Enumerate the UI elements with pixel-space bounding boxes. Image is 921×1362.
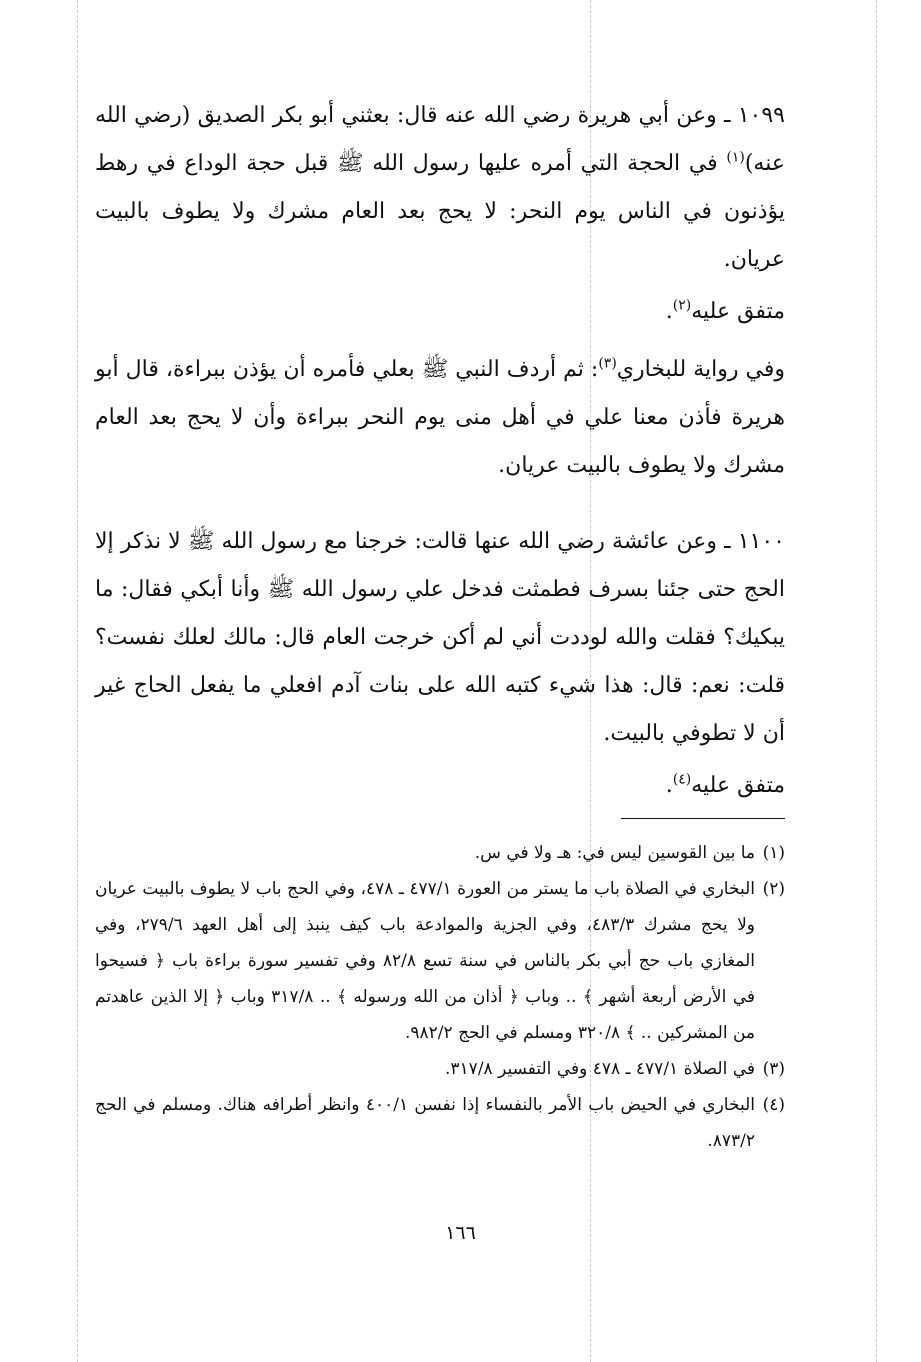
footnote-divider [621,818,785,819]
narration-text-cont: : ثم أردف النبي ﷺ بعلي فأمره أن يؤذن ببراءة، قال أبو هريرة فأذن معنا علي في أهل منى يوم النحر ببراءة وأن لا يحج بعد العام مشرك ولا يطوف بالبيت عريان. [95,357,785,478]
hadith-1099-text: ١٠٩٩ ـ وعن أبي هريرة رضي الله عنه قال: بعثني أبو بكر الصديق (رضي الله عنه) [95,103,785,176]
citation-label: متفق عليه [691,299,785,324]
citation-end: . [665,773,673,798]
footnote-ref: (٣) [598,355,617,372]
footnote-item [95,1087,785,1159]
hadith-1100-text: ١١٠٠ ـ وعن عائشة رضي الله عنها قالت: خرجنا مع رسول الله ﷺ لا نذكر إلا الحج حتى جئنا بسرف فطمثت فدخل علي رسول الله ﷺ وأنا أبكي فقال: ما يبكيك؟ فقلت والله لوددت أني لم أكن خرجت العام قال: مالك لعلك نفست؟ قلت: نعم: قال: هذا شيء كتبه الله على بنات آدم افعلي ما يفعل الحاج غير أن لا تطوفي بالبيت. [95,529,785,746]
scan-guide-line [77,0,78,1362]
citation-end: . [665,299,673,324]
page-number: ١٦٦ [445,1222,476,1244]
bukhari-narration [95,346,785,490]
footnote-text: في الصلاة ٤٧٧/١ ـ ٤٧٨ وفي التفسير ٣١٧/٨. [445,1059,755,1079]
footnote-item [95,1051,785,1087]
footnote-number: (٤) [762,1095,785,1115]
narration-text: وفي رواية للبخاري [616,357,785,382]
hadith-1100 [95,518,785,758]
footnote-text: ما بين القوسين ليس في: هـ ولا في س. [474,843,755,863]
footnote-ref: (٢) [672,297,692,314]
footnote-item [95,835,785,871]
footnote-number: (٣) [762,1059,785,1079]
hadith-1099 [95,92,785,284]
footnote-number: (٢) [762,879,785,899]
footnote-item [95,871,785,1051]
footnote-ref: (٤) [672,771,692,788]
hadith-1100-citation [95,762,785,810]
footnote-number: (١) [762,843,785,863]
hadith-1099-text-cont: في الحجة التي أمره عليها رسول الله ﷺ قبل حجة الوداع في رهط يؤذنون في الناس يوم النحر: لا يحج بعد العام مشرك ولا يطوف بالبيت عريان. [95,151,785,272]
scan-guide-line [876,0,877,1362]
footnote-text: البخاري في الحيض باب الأمر بالنفساء إذا نفسن ٤٠٠/١ وانظر أطرافه هناك. ومسلم في الحج ٨٧٣/٢. [95,1095,755,1151]
citation-label: متفق عليه [691,773,785,798]
page-body [95,92,785,810]
footnote-ref: (١) [726,149,745,166]
hadith-1099-citation [95,288,785,336]
footnotes [95,835,785,1159]
footnote-text: البخاري في الصلاة باب ما يستر من العورة ٤٧٧/١ ـ ٤٧٨، وفي الحج باب لا يطوف بالبيت عريان ولا يحج مشرك ٤٨٣/٣، وفي الجزية والموادعة باب كيف ينبذ إلى أهل العهد ٢٧٩/٦، وفي المغازي باب حج أبي بكر بالناس في سنة تسع ٨٢/٨ وفي تفسير سورة براءة باب ﴿ فسيحوا في الأرض أربعة أشهر ﴾ .. وباب ﴿ أذان من الله ورسوله ﴾ .. ٣١٧/٨ وباب ﴿ إلا الذين عاهدتم من المشركين .. ﴾ ٣٢٠/٨ ومسلم في الحج ٩٨٢/٢. [95,879,755,1043]
